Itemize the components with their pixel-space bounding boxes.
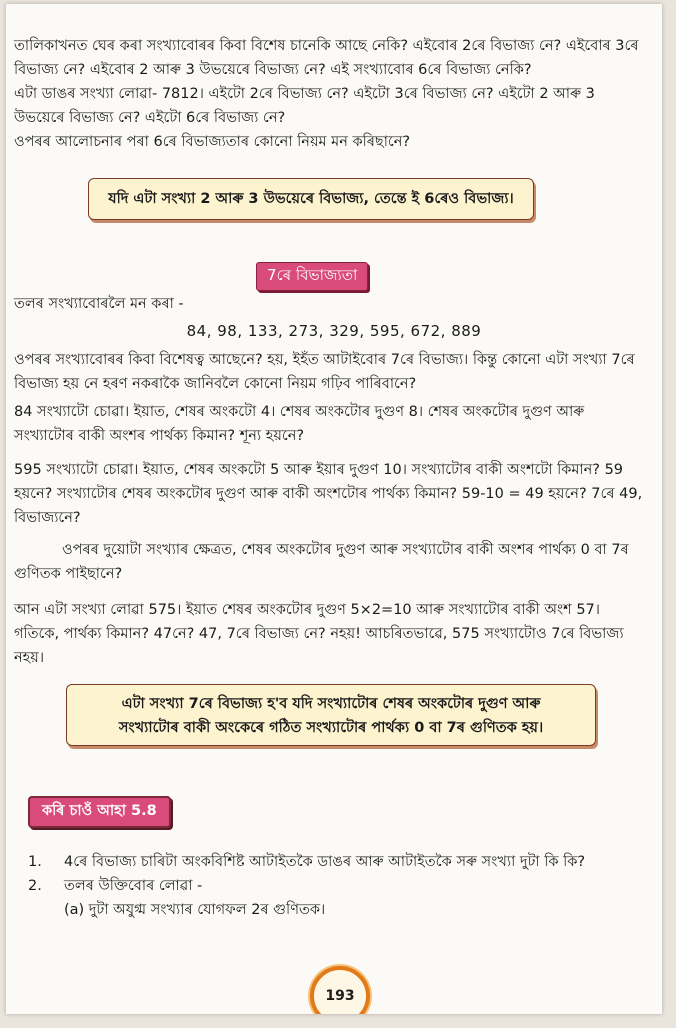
paragraph-intro: তালিকাখনত ঘেৰ কৰা সংখ্যাবোৰৰ কিবা বিশেষ চানেকি আছে নেকি? এইবোৰ 2ৰে বিভাজ্য নে? এইবোৰ 3ৰে বিভাজ্য নে? এইবোৰ 2 আৰু 3 উভয়েৰে বিভাজ্য নে? এই সংখ্যাবোৰ 6ৰে বিভাজ্য নেকি?: [14, 38, 639, 78]
rule-6-box: [88, 178, 534, 220]
exercise-title: কৰি চাওঁ আহা 5.8: [28, 796, 171, 828]
exercise-item-text: তলৰ উক্তিবোৰ লোৱা -: [64, 878, 203, 894]
paragraph-575: আন এটা সংখ্যা লোৱা 575। ইয়াত শেষৰ অংকটোৰ দুগুণ 5×2=10 আৰু সংখ্যাটোৰ বাকী অংশ 57। গতিকে, পাৰ্থক্য কিমান? 47নে? 47, 7ৰে বিভাজ্য নে? নহয়! আচৰিতভাৱে, 575 সংখ্যাটোও 7ৰে বিভাজ্য নহয়।: [14, 602, 624, 666]
textbook-page: [6, 4, 662, 1014]
paragraph-7812: এটা ডাঙৰ সংখ্যা লোৱা- 7812। এইটো 2ৰে বিভাজ্য নে? এইটো 3ৰে বিভাজ্য নে? এইটো 2 আৰু 3 উভয়েৰে বিভাজ্য নে? এইটো 6ৰে বিভাজ্য নে?: [14, 86, 595, 126]
exercise-sub-item-a: (a) দুটা অযুগ্ম সংখ্যাৰ যোগফল 2ৰ গুণিতক।: [64, 902, 326, 918]
exercise-item-number: 1.: [28, 854, 42, 870]
rule-7-box: [66, 684, 596, 746]
exercise-item-number: 2.: [28, 878, 42, 894]
paragraph-both-numbers: ওপৰৰ দুয়োটা সংখ্যাৰ ক্ষেত্ৰত, শেষৰ অংকটোৰ দুগুণ আৰু সংখ্যাটোৰ বাকী অংশৰ পাৰ্থক্য 0 বা 7ৰ গুণিতক পাইছানে?: [14, 542, 629, 582]
paragraph-rule-6-question: ওপৰৰ আলোচনাৰ পৰা 6ৰে বিভাজ্যতাৰ কোনো নিয়ম মন কৰিছানে?: [14, 134, 411, 150]
rule-7-line-2: সংখ্যাটোৰ বাকী অংকেৰে গঠিত সংখ্যাটোৰ পাৰ্থক্য 0 বা 7ৰ গুণিতক হয়।: [118, 720, 544, 736]
exercise-item-text: 4ৰে বিভাজ্য চাৰিটা অংকবিশিষ্ট আটাইতকৈ ডাঙৰ আৰু আটাইতকৈ সৰু সংখ্যা দুটা কি কি?: [64, 854, 586, 870]
section-heading: 7ৰে বিভাজ্যতা: [256, 262, 368, 291]
paragraph-595: 595 সংখ্যাটো চোৱা। ইয়াত, শেষৰ অংকটো 5 আৰু ইয়াৰ দুগুণ 10। সংখ্যাটোৰ বাকী অংশটো কিমান? 59 হয়নে? সংখ্যাটোৰ শেষৰ অংকটোৰ দুগুণ আৰু বাকী অংশটোৰ পাৰ্থক্য কিমান? 59-10 = 49 হয়নে? 7ৰে 49, বিভাজ্যনে?: [14, 462, 643, 526]
rule-7-line-1: এটা সংখ্যা 7ৰে বিভাজ্য হ'ব যদি সংখ্যাটোৰ শেষৰ অংকটোৰ দুগুণ আৰু: [121, 696, 541, 712]
paragraph-observe: তলৰ সংখ্যাবোৰলৈ মন কৰা -: [14, 296, 184, 312]
paragraph-special: ওপৰৰ সংখ্যাবোৰৰ কিবা বিশেষত্ব আছেনে? হয়, ইহঁত আটাইবোৰ 7ৰে বিভাজ্য। কিন্তু কোনো এটা সংখ্যা 7ৰে বিভাজ্য হয় নে হৰণ নকৰাকৈ জানিবলৈ কোনো নিয়ম গঢ়িব পাৰিবানে?: [14, 352, 635, 392]
page-number: 193: [310, 966, 370, 1014]
number-list: 84, 98, 133, 273, 329, 595, 672, 889: [186, 322, 482, 340]
paragraph-84: 84 সংখ্যাটো চোৱা। ইয়াত, শেষৰ অংকটো 4। শেষৰ অংকটোৰ দুগুণ 8। শেষৰ অংকটোৰ দুগুণ আৰু সংখ্যাটোৰ বাকী অংশৰ পাৰ্থক্য কিমান? শূন্য হয়নে?: [14, 404, 585, 444]
rule-6-text: যদি এটা সংখ্যা 2 আৰু 3 উভয়েৰে বিভাজ্য, তেন্তে ই 6ৰেও বিভাজ্য।: [108, 191, 514, 207]
